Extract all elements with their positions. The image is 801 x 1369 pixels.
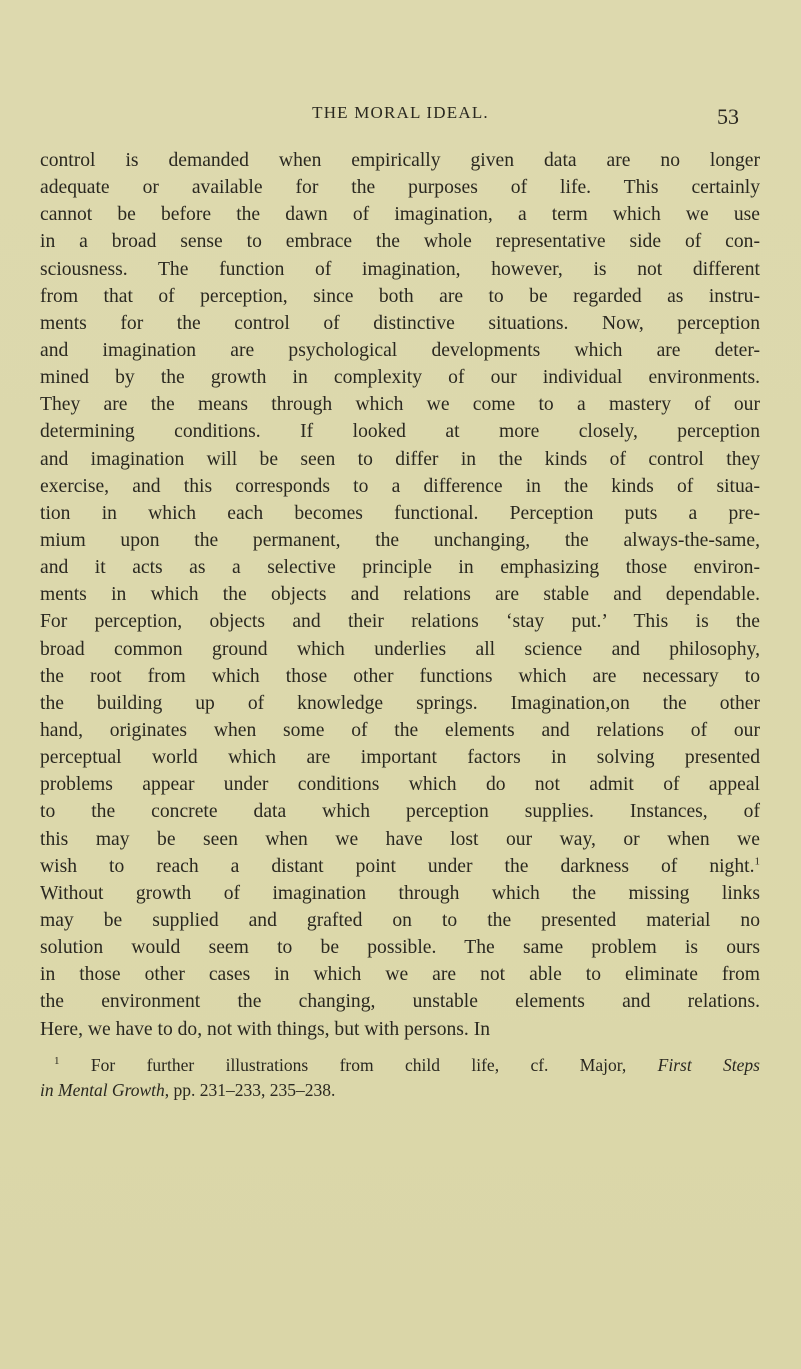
text-line: this may be seen when we have lost our way, or when we	[40, 828, 760, 850]
text-line: Here, we have to do, not with things, but with persons. In	[40, 1018, 491, 1040]
text-line: the building up of knowledge springs. Imagination,on the other	[40, 692, 760, 714]
text-line: control is demanded when empirically given data are no longer	[40, 150, 760, 171]
text-line: mium upon the permanent, the unchanging, the always-the-same,	[40, 529, 760, 551]
text-line: to the concrete data which perception supplies. Instances, of	[40, 801, 760, 823]
text-line: ments for the control of distinctive situations. Now, perception	[40, 312, 760, 334]
text-line: determining conditions. If looked at more closely, perception	[40, 421, 760, 443]
footnote-book-title-part2: in Mental Growth	[40, 1080, 165, 1100]
text-line: adequate or available for the purposes of life. This certainly	[40, 177, 760, 199]
text-line: and it acts as a selective principle in emphasizing those environ-	[40, 557, 760, 579]
footnote	[40, 1053, 760, 1103]
text-line: sciousness. The function of imagination, however, is not different	[40, 258, 760, 280]
body-text	[40, 147, 760, 1043]
text-line: in those other cases in which we are not able to eliminate from	[40, 964, 760, 986]
footnote-reference[interactable]: 1	[754, 855, 760, 868]
text-line: exercise, and this corresponds to a difference in the kinds of situa-	[40, 475, 760, 497]
running-head	[0, 103, 801, 131]
footnote-line-2	[40, 1078, 760, 1103]
footnote-mark: 1	[54, 1055, 60, 1068]
footnote-pages: , pp. 231–233, 235–238.	[164, 1080, 336, 1100]
text-line: Without growth of imagination through which the missing links	[40, 882, 760, 904]
text-line: in a broad sense to embrace the whole representative side of con-	[40, 231, 760, 253]
page-number: 53	[717, 104, 739, 129]
text-line: cannot be before the dawn of imagination, a term which we use	[40, 204, 760, 226]
footnote-book-title-part1: First Steps	[657, 1055, 760, 1075]
text-line: and imagination will be seen to differ in the kinds of control they	[40, 448, 760, 470]
text-line: For perception, objects and their relations ‘stay put.’ This is the	[40, 611, 760, 633]
text-line: from that of perception, since both are to be regarded as instru-	[40, 285, 760, 307]
text-line: They are the means through which we come to a mastery of our	[40, 394, 760, 416]
text-line-with-footnote-ref	[40, 853, 760, 880]
footnote-line-1	[54, 1053, 760, 1078]
footnote-text: For further illustrations from child life, cf. Major,	[90, 1055, 627, 1075]
text-line: the environment the changing, unstable elements and relations.	[40, 991, 760, 1013]
text-line: tion in which each becomes functional. Perception puts a pre-	[40, 502, 760, 524]
text-line: ments in which the objects and relations are stable and dependable.	[40, 584, 760, 606]
text-line: mined by the growth in complexity of our individual environments.	[40, 367, 760, 389]
text-line: problems appear under conditions which do not admit of appeal	[40, 774, 760, 796]
text-line: may be supplied and grafted on to the presented material no	[40, 909, 760, 931]
text-line: broad common ground which underlies all science and philosophy,	[40, 638, 760, 660]
running-title: THE MORAL IDEAL.	[312, 103, 489, 122]
text-line: and imagination are psychological developments which are deter-	[40, 339, 760, 361]
text-line: the root from which those other functions which are necessary to	[40, 665, 760, 687]
text-line: perceptual world which are important factors in solving presented	[40, 747, 760, 769]
text-line: hand, originates when some of the elements and relations of our	[40, 719, 760, 741]
text-line-content: wish to reach a distant point under the darkness of night.	[40, 855, 755, 877]
text-line: solution would seem to be possible. The same problem is ours	[40, 937, 760, 959]
